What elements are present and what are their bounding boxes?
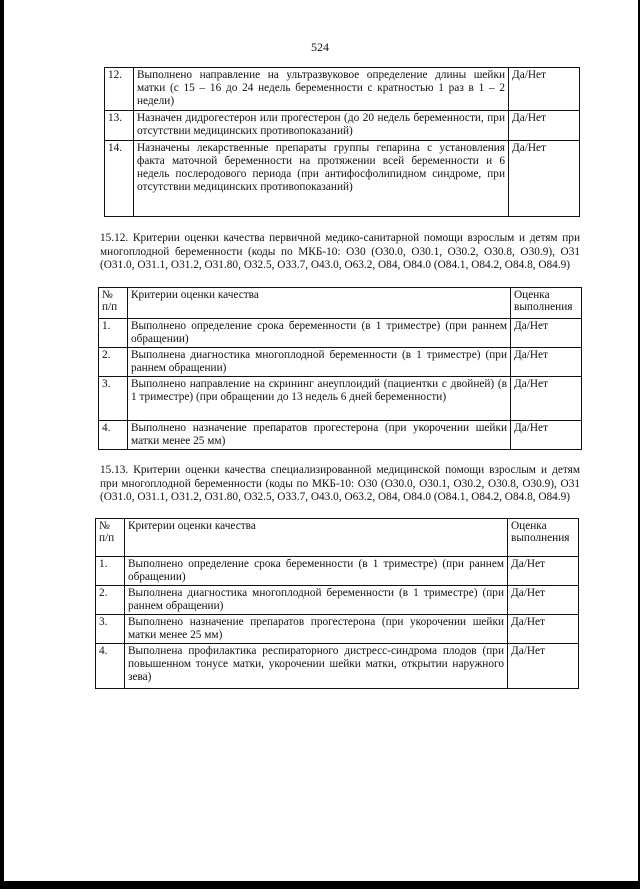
section-15-12-title: 15.12. Критерии оценки качества первичной медико-санитарной помощи взрослым и детям при многоплодной беременности (коды по МКБ-10: О30 (О30.0, О30.1, О30.2, О30.8, О30.9), О31 (О31.0, О31.1, О31.2, О31.80, О32.5, О33.7, О43.0, О63.2, О84, О84.0 (О84.1, О84.2, О84.8, О84.9) bbox=[100, 232, 580, 271]
row-number: 4. bbox=[99, 421, 128, 450]
row-number: 1. bbox=[99, 319, 128, 348]
scan-border-bottom bbox=[0, 881, 640, 889]
criteria-table-15-13 bbox=[95, 518, 579, 689]
table-header-row bbox=[99, 288, 582, 319]
table-row bbox=[96, 557, 579, 586]
result-cell: Да/Нет bbox=[509, 111, 580, 141]
table-row bbox=[105, 68, 580, 111]
result-cell: Да/Нет bbox=[508, 615, 579, 644]
criterion-text: Назначены лекарственные препараты группы гепарина с установления факта маточной беременности на протяжении всей беременности и 6 недель послеродового периода (при антифосфолипидном синдроме, при отсутствии медицинских противопоказаний) bbox=[134, 141, 509, 217]
header-number: № п/п bbox=[99, 288, 128, 319]
row-number: 12. bbox=[105, 68, 134, 111]
row-number: 1. bbox=[96, 557, 125, 586]
criterion-text: Выполнено определение срока беременности (в 1 триместре) (при раннем обращении) bbox=[125, 557, 508, 586]
table-row bbox=[96, 615, 579, 644]
result-cell: Да/Нет bbox=[509, 68, 580, 111]
row-number: 2. bbox=[96, 586, 125, 615]
result-cell: Да/Нет bbox=[511, 377, 582, 421]
header-number: № п/п bbox=[96, 519, 125, 557]
header-result: Оценка выполнения bbox=[508, 519, 579, 557]
criterion-text: Выполнено направление на ультразвуковое определение длины шейки матки (с 15 – 16 до 24 недель беременности с кратностью 1 раз в 1 – 2 недели) bbox=[134, 68, 509, 111]
table-row bbox=[99, 377, 582, 421]
header-criteria: Критерии оценки качества bbox=[128, 288, 511, 319]
table-row bbox=[105, 141, 580, 217]
result-cell: Да/Нет bbox=[511, 348, 582, 377]
row-number: 2. bbox=[99, 348, 128, 377]
result-cell: Да/Нет bbox=[508, 586, 579, 615]
criterion-text: Выполнена диагностика многоплодной беременности (в 1 триместре) (при раннем обращении) bbox=[125, 586, 508, 615]
result-cell: Да/Нет bbox=[508, 644, 579, 689]
scan-border-left bbox=[0, 0, 4, 889]
result-cell: Да/Нет bbox=[509, 141, 580, 217]
header-criteria: Критерии оценки качества bbox=[125, 519, 508, 557]
table-row bbox=[96, 586, 579, 615]
criterion-text: Выполнено определение срока беременности (в 1 триместре) (при раннем обращении) bbox=[128, 319, 511, 348]
result-cell: Да/Нет bbox=[508, 557, 579, 586]
row-number: 3. bbox=[96, 615, 125, 644]
criteria-table-continued bbox=[104, 67, 580, 217]
page-number: 524 bbox=[311, 40, 329, 54]
criterion-text: Выполнено назначение препаратов прогестерона (при укорочении шейки матки менее 25 мм) bbox=[128, 421, 511, 450]
table-row bbox=[96, 644, 579, 689]
criterion-text: Выполнена профилактика респираторного дистресс-синдрома плодов (при повышенном тонусе матки, укорочении шейки матки, открытии наружного зева) bbox=[125, 644, 508, 689]
header-result: Оценка выполнения bbox=[511, 288, 582, 319]
result-cell: Да/Нет bbox=[511, 319, 582, 348]
table-row bbox=[105, 111, 580, 141]
table-header-row bbox=[96, 519, 579, 557]
criterion-text: Выполнено направление на скрининг анеуплоидий (пациентки с двойней) (в 1 триместре) (при обращении до 13 недель 6 дней беременности) bbox=[128, 377, 511, 421]
row-number: 13. bbox=[105, 111, 134, 141]
row-number: 14. bbox=[105, 141, 134, 217]
row-number: 3. bbox=[99, 377, 128, 421]
section-15-13-title: 15.13. Критерии оценки качества специализированной медицинской помощи взрослым и детям при многоплодной беременности (коды по МКБ-10: О30 (О30.0, О30.1, О30.2, О30.8, О30.9), О31 (О31.0, О31.1, О31.2, О31.80, О32.5, О33.7, О43.0, О63.2, О84, О84.0 (О84.1, О84.2, О84.8, О84.9) bbox=[100, 464, 580, 503]
criterion-text: Выполнено назначение препаратов прогестерона (при укорочении шейки матки менее 25 мм) bbox=[125, 615, 508, 644]
table-row bbox=[99, 348, 582, 377]
result-cell: Да/Нет bbox=[511, 421, 582, 450]
criteria-table-15-12 bbox=[98, 287, 582, 450]
row-number: 4. bbox=[96, 644, 125, 689]
criterion-text: Выполнена диагностика многоплодной беременности (в 1 триместре) (при раннем обращении) bbox=[128, 348, 511, 377]
table-row bbox=[99, 421, 582, 450]
table-row bbox=[99, 319, 582, 348]
criterion-text: Назначен дидрогестерон или прогестерон (до 20 недель беременности, при отсутствии медицинских противопоказаний) bbox=[134, 111, 509, 141]
